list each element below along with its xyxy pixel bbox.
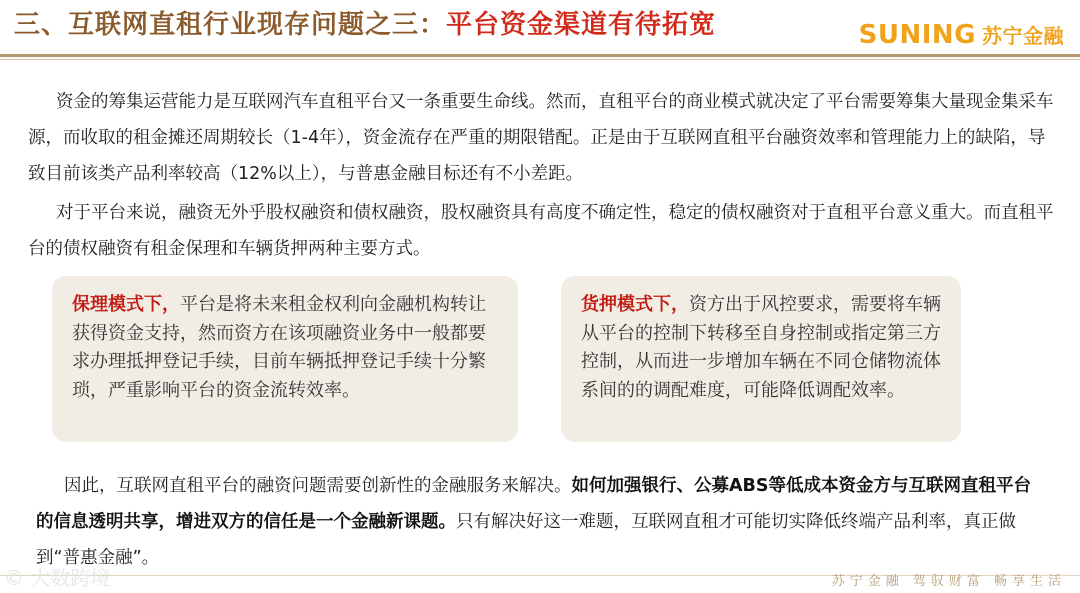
paragraph-financing-methods: 对于平台来说，融资无外乎股权融资和债权融资，股权融资具有高度不确定性，稳定的债权融资对于直租平台意义重大。而直租平台的债权融资有租金保理和车辆货押两种主要方式。 <box>28 203 1054 259</box>
factoring-mode-lead: 保理模式下， <box>72 294 180 315</box>
watermark: © 大数跨境 <box>4 566 111 590</box>
title-prefix: 三、互联网直租行业现存问题之三： <box>14 10 447 40</box>
header-divider-thin <box>0 59 1080 60</box>
title-highlight: 平台资金渠道有待拓宽 <box>446 10 717 40</box>
header-divider <box>0 54 1080 57</box>
factoring-mode-box <box>52 276 518 442</box>
paragraph-conclusion <box>36 468 1046 576</box>
slide-title <box>14 4 716 41</box>
brand-cn: 苏宁金融 <box>982 24 1064 48</box>
suning-logo <box>859 20 1064 50</box>
conclusion-intro: 因此，互联网直租平台的融资问题需要创新性的金融服务来解决。 <box>64 476 572 496</box>
pledge-mode-lead: 货押模式下， <box>581 294 689 315</box>
conclusion-highlight: 如何加强银行、公募ABS等低成本资金方与互联网直租平台的信息透明共享，增进双方的信任是一个金融新课题。 <box>36 476 1031 532</box>
brand-latin: SUNING <box>858 20 976 50</box>
paragraph-funding-capability: 资金的筹集运营能力是互联网汽车直租平台又一条重要生命线。然而，直租平台的商业模式就决定了平台需要筹集大量现金集采车源，而收取的租金摊还周期较长（1-4年），资金流存在严重的期限错配。正是由于互联网直租平台融资效率和管理能力上的缺陷，导致目前该类产品利率较高（12%以上），与普惠金融目标还有不小差距。 <box>28 92 1054 184</box>
slide-header <box>0 0 1080 62</box>
factoring-mode-text: 平台是将未来租金权利向金融机构转让获得资金支持，然而资方在该项融资业务中一般都要求办理抵押登记手续，目前车辆抵押登记手续十分繁琐，严重影响平台的资金流转效率。 <box>72 294 486 401</box>
pledge-mode-text: 资方出于风控要求，需要将车辆从平台的控制下转移至自身控制或指定第三方控制，从而进一步增加车辆在不同仓储物流体系间的的调配难度，可能降低调配效率。 <box>581 294 941 401</box>
conclusion-outro: 只有解决好这一难题，互联网直租才可能切实降低终端产品利率，真正做到“普惠金融”。 <box>36 512 1016 568</box>
pledge-mode-box <box>561 276 961 442</box>
footer-slogan: 苏宁金融 驾驭财富 畅享生活 <box>831 574 1066 589</box>
